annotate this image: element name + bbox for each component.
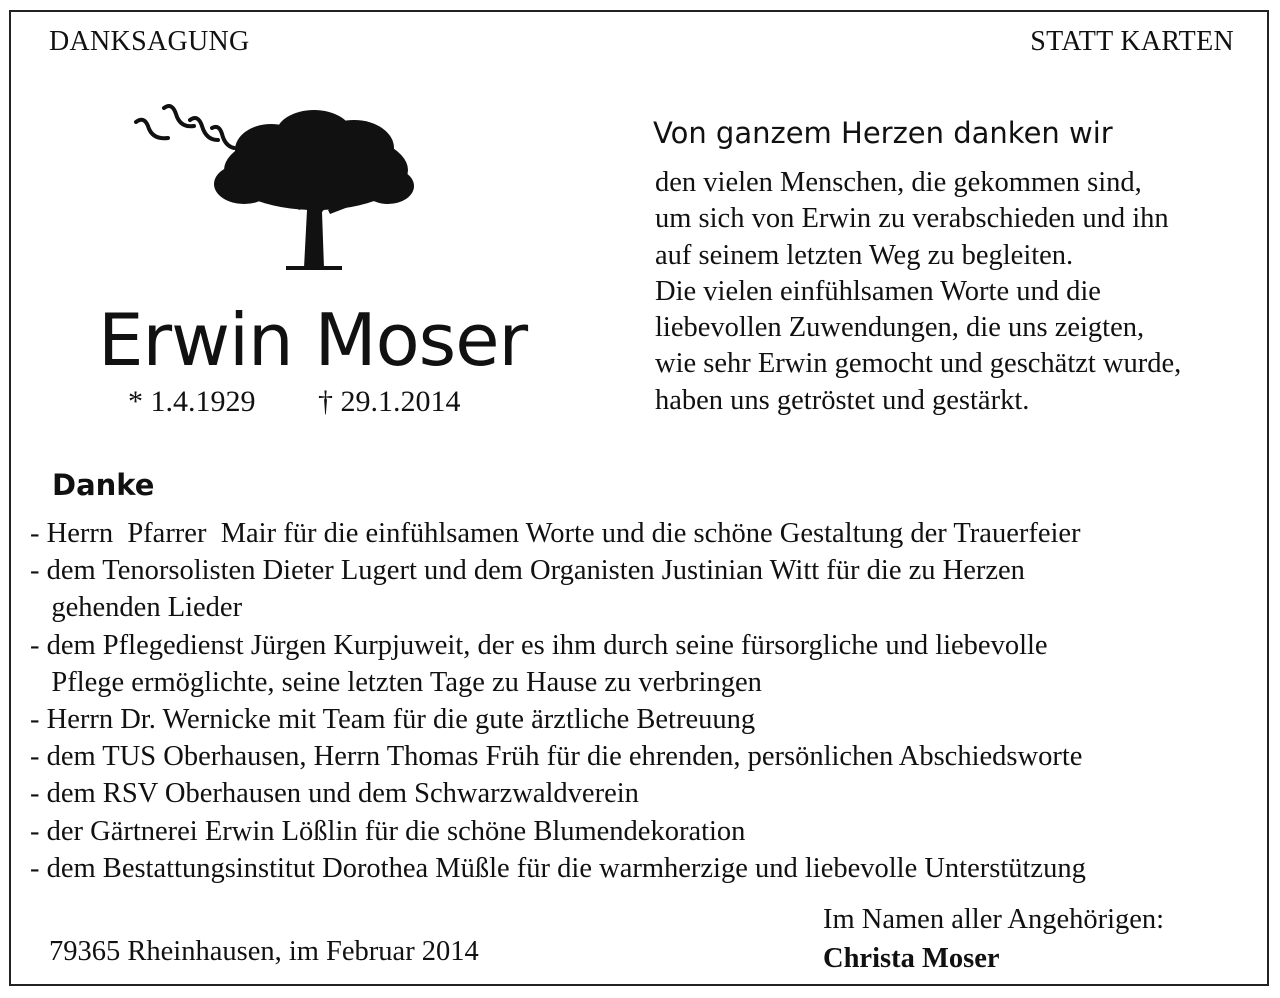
danke-item: - dem Bestattungsinstitut Dorothea Müßle für die warmherzige und liebevolle Unterstützung <box>30 852 1086 884</box>
death-date: † 29.1.2014 <box>318 385 461 418</box>
tree-with-birds-icon <box>126 100 416 278</box>
header-danksagung: DANKSAGUNG <box>49 26 250 57</box>
danke-item: Pflege ermöglichte, seine letzten Tage zu Hause zu verbringen <box>30 666 762 698</box>
danke-item: - dem Pflegedienst Jürgen Kurpjuweit, der es ihm durch seine fürsorgliche und liebevolle <box>30 629 1048 661</box>
danke-item: - Herrn Pfarrer Mair für die einfühlsamen Worte und die schöne Gestaltung der Trauerfeier <box>30 518 1081 549</box>
thanks-line: den vielen Menschen, die gekommen sind, <box>655 167 1142 198</box>
thanks-heading: Von ganzem Herzen danken wir <box>653 116 1113 150</box>
closing-line: Im Namen aller Angehörigen: <box>823 904 1165 935</box>
thanks-line: um sich von Erwin zu verabschieden und ihn <box>655 203 1169 235</box>
birth-date: * 1.4.1929 <box>128 385 256 418</box>
signer-name: Christa Moser <box>823 943 1000 974</box>
danke-item: - der Gärtnerei Erwin Lößlin für die schöne Blumendekoration <box>30 815 746 847</box>
danke-item: - dem TUS Oberhausen, Herrn Thomas Früh für die ehrenden, persönlichen Abschiedsworte <box>30 741 1083 773</box>
danke-item: - Herrn Dr. Wernicke mit Team für die gute ärztliche Betreuung <box>30 704 756 736</box>
danke-item: - dem Tenorsolisten Dieter Lugert und dem Organisten Justinian Witt für die zu Herzen <box>30 555 1025 587</box>
thanks-line: liebevollen Zuwendungen, die uns zeigten, <box>655 312 1145 344</box>
danke-heading: Danke <box>52 468 155 502</box>
thanks-line: auf seinem letzten Weg zu begleiten. <box>655 239 1074 271</box>
deceased-name: Erwin Moser <box>98 298 528 382</box>
danke-item: gehenden Lieder <box>30 592 243 624</box>
thanks-line: haben uns getröstet und gestärkt. <box>655 384 1030 416</box>
thanks-paragraph <box>655 165 1181 419</box>
place-date: 79365 Rheinhausen, im Februar 2014 <box>49 936 479 967</box>
thanks-line: Die vielen einfühlsamen Worte und die <box>655 275 1101 307</box>
danke-item: - dem RSV Oberhausen und dem Schwarzwaldverein <box>30 778 639 810</box>
header-statt-karten: STATT KARTEN <box>1030 26 1234 57</box>
thanks-line: wie sehr Erwin gemocht und geschätzt wurde, <box>655 348 1182 380</box>
danke-list <box>30 515 1086 887</box>
